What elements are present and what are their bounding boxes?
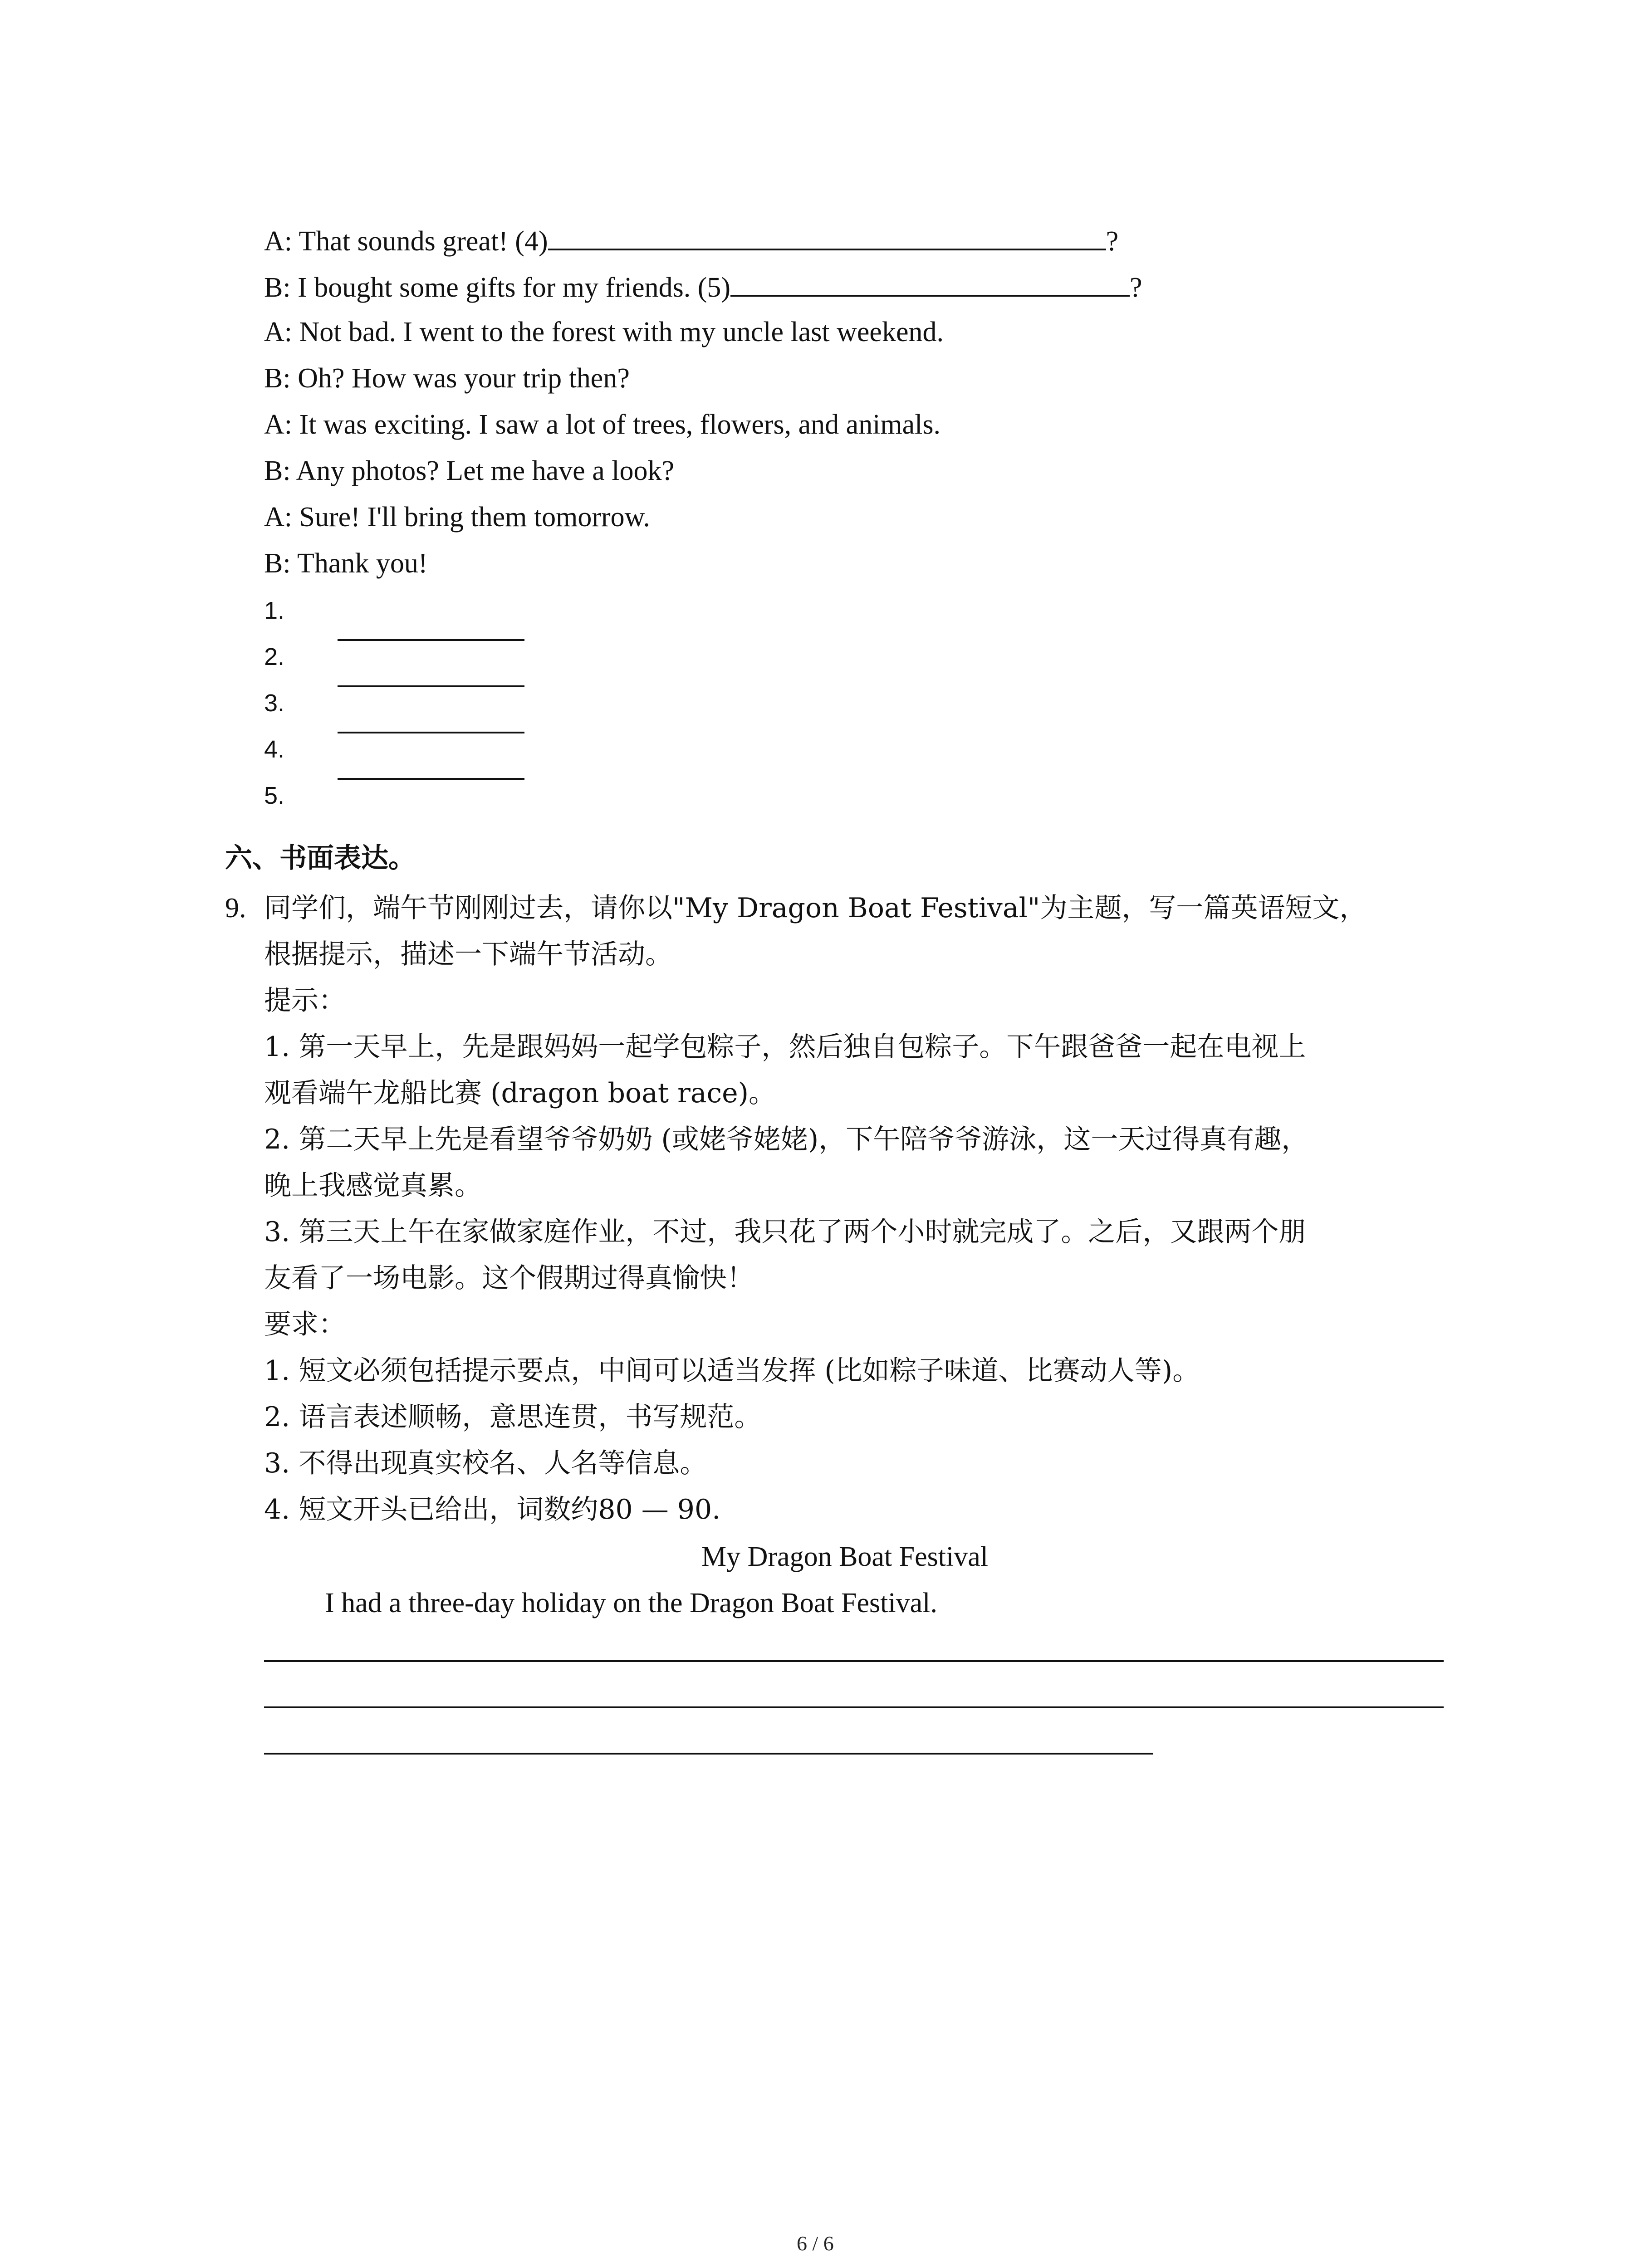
answer-number-2: 2.	[264, 643, 285, 670]
requirement-2: 2. 语言表述顺畅，意思连贯，书写规范。	[264, 1401, 762, 1433]
hint-2-line-1: 2. 第二天早上先是看望爷爷奶奶 (或姥爷姥姥)，下午陪爷爷游泳，这一天过得真有趣，	[264, 1124, 1309, 1155]
dialogue-line-4: B: Oh? How was your trip then?	[264, 363, 630, 394]
writing-line-2[interactable]	[264, 1706, 1444, 1708]
dialogue-line-8: B: Thank you!	[264, 548, 428, 579]
answer-blank-5[interactable]	[730, 268, 1130, 297]
prompt-line-2: 根据提示，描述一下端午节活动。	[264, 938, 672, 970]
answer-blank-4[interactable]	[548, 221, 1106, 250]
answer-line-1[interactable]	[338, 639, 524, 641]
requirements-heading: 要求：	[264, 1309, 346, 1340]
dialogue-line-3: A: Not bad. I went to the forest with my uncle last weekend.	[264, 317, 944, 347]
answer-number-4: 4.	[264, 736, 285, 763]
answer-number-3: 3.	[264, 689, 285, 717]
prompt-line-1: 同学们，端午节刚刚过去，请你以"My Dragon Boat Festival"为主题，写一篇英语短文，	[264, 892, 1367, 924]
hint-3-line-1: 3. 第三天上午在家做家庭作业，不过，我只花了两个小时就完成了。之后，又跟两个朋	[264, 1216, 1306, 1248]
section-title: 六、书面表达。	[225, 842, 416, 874]
writing-line-1[interactable]	[264, 1660, 1444, 1662]
requirement-1: 1. 短文必须包括提示要点，中间可以适当发挥 (比如粽子味道、比赛动人等)。	[264, 1355, 1200, 1387]
answer-number-5: 5.	[264, 782, 285, 809]
dialogue-line-2: B: I bought some gifts for my friends. (5) ?	[264, 268, 1142, 306]
essay-title: My Dragon Boat Festival	[701, 1541, 988, 1572]
writing-line-3[interactable]	[264, 1753, 1153, 1755]
dialogue-line-6: B: Any photos? Let me have a look?	[264, 455, 674, 486]
essay-opening: I had a three-day holiday on the Dragon Boat Festival.	[325, 1588, 937, 1618]
answer-number-1: 1.	[264, 597, 285, 624]
answer-line-3[interactable]	[338, 732, 524, 733]
dialogue-line-7: A: Sure! I'll bring them tomorrow.	[264, 502, 650, 533]
hint-1-line-1: 1. 第一天早上，先是跟妈妈一起学包粽子，然后独自包粽子。下午跟爸爸一起在电视上	[264, 1031, 1306, 1063]
answer-line-4[interactable]	[338, 778, 524, 780]
hint-3-line-2: 友看了一场电影。这个假期过得真愉快！	[264, 1262, 754, 1294]
question-number: 9.	[225, 893, 246, 924]
requirement-3: 3. 不得出现真实校名、人名等信息。	[264, 1447, 707, 1479]
dialogue-line-1: A: That sounds great! (4) ?	[264, 221, 1118, 259]
hint-2-line-2: 晚上我感觉真累。	[264, 1170, 482, 1202]
hint-heading: 提示：	[264, 985, 346, 1017]
page-number: 6 / 6	[797, 2232, 834, 2255]
hint-1-line-2: 观看端午龙船比赛 (dragon boat race)。	[264, 1077, 776, 1109]
dialogue-line-5: A: It was exciting. I saw a lot of trees, flowers, and animals.	[264, 409, 941, 440]
requirement-4: 4. 短文开头已给出，词数约80 — 90.	[264, 1494, 721, 1525]
answer-line-2[interactable]	[338, 685, 524, 687]
